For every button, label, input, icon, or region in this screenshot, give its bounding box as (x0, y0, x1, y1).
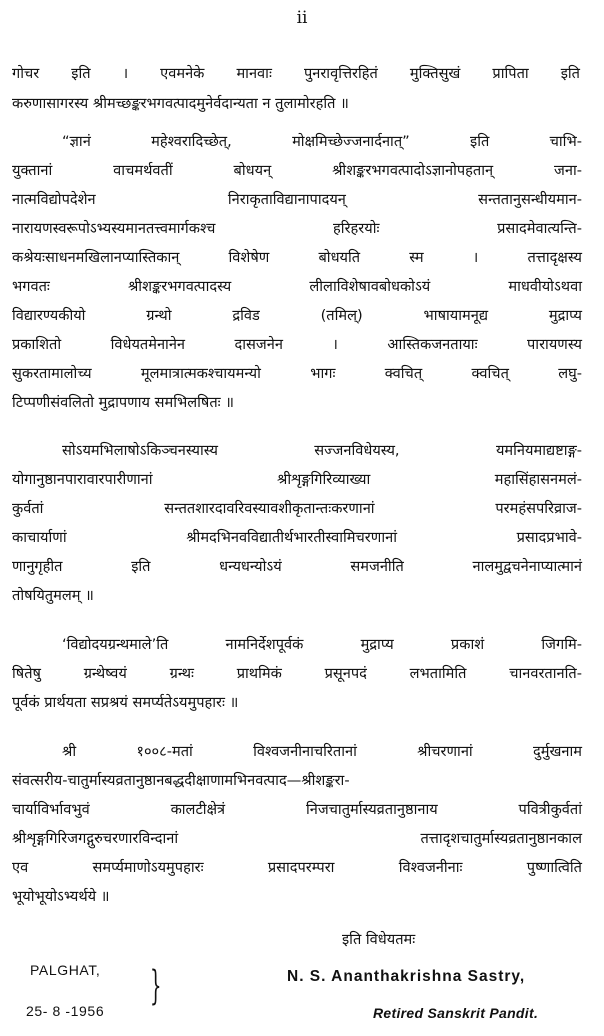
closing-phrase: इति विधेयतमः (342, 931, 416, 948)
text-line: एव समर्प्यमाणोऽयमुपहारः प्रसादपरम्परा विश्वजनीनाः पुष्णात्विति (12, 859, 582, 876)
text-line: चार्याविर्भावभुवं कालटीक्षेत्रं निजचातुर्मास्यव्रतानुष्ठानाय पवित्रीकुर्वतां (12, 801, 582, 818)
text-line: करुणासागरस्य श्रीमच्छङ्करभगवत्पादमुनेर्वदान्यता न तुलामोरहति ॥ (12, 95, 349, 112)
signatory-title: Retired Sanskrit Pandit. (373, 1005, 539, 1021)
text-line: “ज्ञानं महेश्वरादिच्छेत्, मोक्षमिच्छेज्जनार्दनात्” इति चाभि- (62, 133, 582, 150)
text-line: संवत्सरीय-चातुर्मास्यव्रतानुष्ठानबद्धदीक्षाणामभिनवत्पाद—श्रीशङ्करा- (12, 772, 350, 789)
text-line: श्री १००८-मतां विश्वजनीनाचरितानां श्रीचरणानां दुर्मुखनाम (62, 743, 582, 760)
text-line: विद्यारण्यकीयो ग्रन्थो द्रविड (तमिल्) भाषायामनूद्य मुद्राप्य (12, 307, 582, 324)
brace-mark: } (150, 963, 162, 1009)
place-label: PALGHAT, (30, 962, 101, 978)
page-number: ii (296, 8, 308, 28)
text-line: षितेषु ग्रन्थेष्वयं ग्रन्थः प्राथमिकं प्रसूनपदं लभतामिति चानवरतानति- (12, 665, 582, 682)
text-line: टिप्पणीसंवलितो मुद्रापणाय समभिलषितः ॥ (12, 394, 235, 411)
signatory-name: N. S. Ananthakrishna Sastry, (287, 968, 526, 985)
text-line: भगवतः श्रीशङ्करभगवत्पादस्य लीलाविशेषावबोधकोऽयं माधवीयोऽथवा (12, 278, 582, 295)
text-line: काचार्याणां श्रीमदभिनवविद्यातीर्थभारतीस्वामिचरणानां प्रसादप्रभावे- (12, 529, 582, 546)
text-line: पूर्वकं प्रार्थयता सप्रश्रयं समर्प्यतेऽयमुपहारः ॥ (12, 694, 239, 711)
text-line: भूयोभूयोऽभ्यर्थये ॥ (12, 888, 110, 905)
text-line: गोचर इति । एवमनेके मानवाः पुनरावृत्तिरहितं मुक्तिसुखं प्रापिता इति (12, 65, 580, 82)
text-line: सुकरतामालोच्य मूलमात्रात्मकश्चायमन्यो भागः क्वचित् क्वचित् लघु- (12, 365, 582, 382)
text-line: योगानुष्ठानपारावारपारीणानां श्रीशृङ्गगिरिव्याख्या महासिंहासनमलं- (12, 471, 582, 488)
text-line: श्रीशृङ्गगिरिजगद्गुरुचरणारविन्दानां तत्तादृशचातुर्मास्यव्रतानुष्ठानकाल (12, 830, 582, 847)
text-line: नारायणस्वरूपोऽभ्यस्यमानतत्त्वमार्गकश्च हरिहरयोः प्रसादमेवात्यन्ति- (12, 220, 582, 237)
text-line: ‘विद्योदयग्रन्थमाले’ति नामनिर्देशपूर्वकं मुद्राप्य प्रकाशं जिगमि- (62, 636, 582, 653)
text-line: कश्रेयःसाधनमखिलानप्यास्तिकान् विशेषेण बोधयति स्म । तत्तादृक्षस्य (12, 249, 582, 266)
text-line: नात्मविद्योपदेशेन निराकृताविद्यानापादयन् सन्ततानुसन्धीयमान- (12, 191, 582, 208)
date-label: 25- 8 -1956 (26, 1003, 105, 1019)
text-line: सोऽयमभिलाषोऽकिञ्चनस्यास्य सज्जनविधेयस्य, यमनियमाद्यष्टाङ्ग- (62, 442, 582, 459)
text-line: कुर्वतां सन्ततशारदावरिवस्यावशीकृतान्तःकरणानां परमहंसपरिव्राज- (12, 500, 582, 517)
text-line: तोषयितुमलम् ॥ (12, 587, 94, 604)
text-line: युक्तानां वाचमर्थवतीं बोधयन् श्रीशङ्करभगवत्पादोऽज्ञानोपहतान् जना- (12, 162, 582, 179)
text-line: णानुगृहीत इति धन्यधन्योऽयं समजनीति नालमुद्वचनेनाप्यात्मानं (12, 558, 582, 575)
text-line: प्रकाशितो विधेयतमेनानेन दासजनेन । आस्तिकजनतायाः पारायणस्य (12, 336, 582, 353)
